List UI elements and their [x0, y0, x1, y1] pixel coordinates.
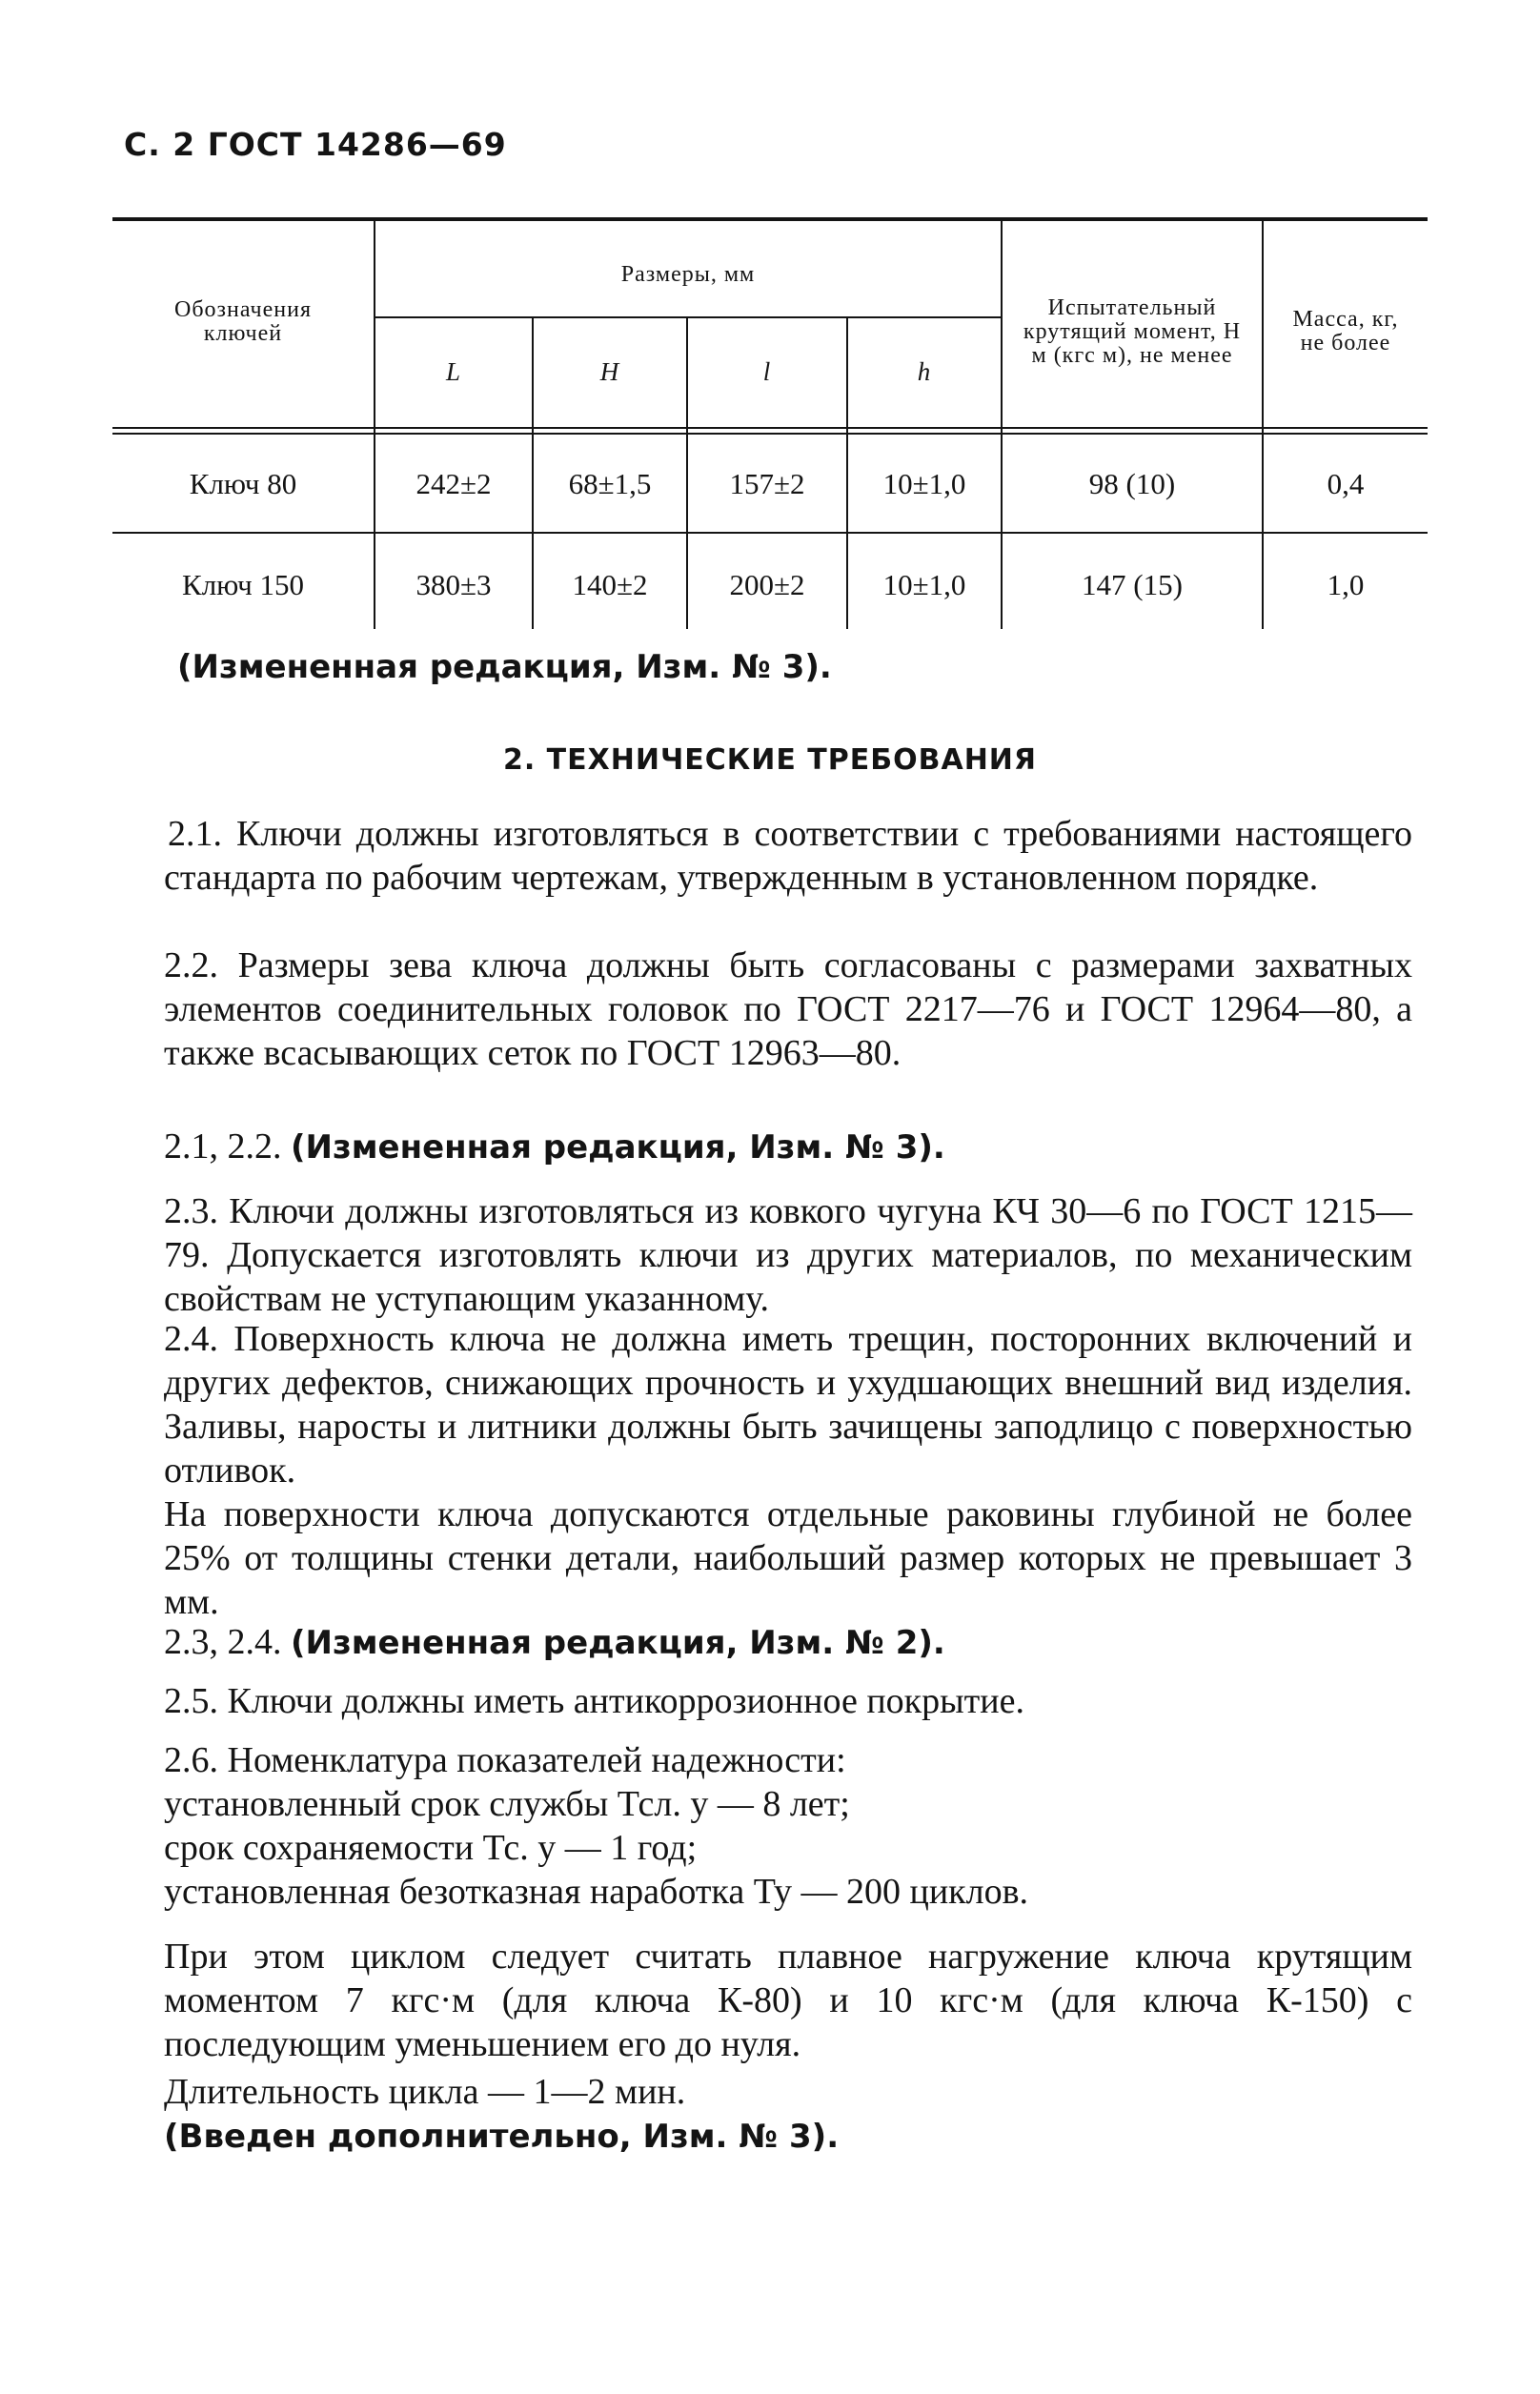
row-1-H: 68±1,5 [568, 467, 652, 500]
reliability-item-storage: срок сохраняемости Тс. у — 1 год; [164, 1828, 698, 1868]
paragraph-2-1: 2.1. Ключи должны изготовляться в соответствии с требованиями настоящего стандарта по рабочим чертежам, утвержденным в установленном порядке. [164, 814, 1412, 898]
paragraph-2-4-continued: На поверхности ключа допускаются отдельные раковины глубиной не более 25% от толщины стенки детали, наибольший размер которых не превышает 3 мм. [164, 1494, 1412, 1622]
section-title: 2. ТЕХНИЧЕСКИЕ ТРЕБОВАНИЯ [502, 743, 1038, 777]
final-amendment-note: (Введен дополнительно, Изм. № 3). [164, 2118, 840, 2156]
row-2-l: 200±2 [729, 568, 805, 601]
header-bottom-rule-1 [112, 427, 1428, 429]
row-2-name: Ключ 150 [182, 568, 304, 601]
page-header: С. 2 ГОСТ 14286—69 [124, 126, 507, 163]
paragraph-2-6: 2.6. Номенклатура показателей надежности: [164, 1740, 846, 1780]
header-col-L: L [445, 356, 462, 386]
row-1-mass: 0,4 [1327, 467, 1365, 500]
paragraph-cycle: При этом циклом следует считать плавное нагружение ключа крутящим моментом 7 кгс·м (для ключа К-80) и 10 кгс·м (для ключа К-150) с последующим уменьшением его до нуля. [164, 1937, 1412, 2064]
row-2-H: 140±2 [572, 568, 648, 601]
row-separator-rule [112, 532, 1428, 534]
row-1-l: 157±2 [729, 467, 805, 500]
row-1-L: 242±2 [415, 467, 492, 500]
header-bottom-rule-2 [112, 433, 1428, 435]
row-2-h: 10±1,0 [882, 568, 966, 601]
header-designation: Обозначения ключей [173, 297, 312, 346]
header-dimensions-group: Размеры, мм [620, 261, 756, 287]
paragraph-2-2: 2.2. Размеры зева ключа должны быть согласованы с размерами захватных элементов соединительных головок по ГОСТ 2217—76 и ГОСТ 12964—80, а также всасывающих сеток по ГОСТ 12963—80. [164, 945, 1412, 1073]
header-mass: Масса, кг, не более [1292, 307, 1399, 355]
paragraph-2-5: 2.5. Ключи должны иметь антикоррозионное покрытие. [164, 1681, 1024, 1721]
table-top-rule [112, 217, 1428, 221]
row-1-h: 10±1,0 [882, 467, 966, 500]
row-2-mass: 1,0 [1327, 568, 1365, 601]
row-1-name: Ключ 80 [189, 467, 297, 500]
reliability-item-service-life: установленный срок службы Тсл. у — 8 лет; [164, 1784, 850, 1824]
amendment-2-3-prefix: 2.3, 2.4. [164, 1622, 282, 1662]
dimensions-table [112, 217, 1428, 629]
paragraph-cycle-duration: Длительность цикла — 1—2 мин. [164, 2072, 686, 2112]
header-col-H: H [599, 356, 620, 386]
row-2-L: 380±3 [415, 568, 492, 601]
header-col-h: h [917, 356, 932, 386]
header-torque: Испытательный крутящий момент, Н м (кгс м), не менее [1023, 294, 1242, 368]
row-1-torque: 98 (10) [1088, 467, 1176, 500]
paragraph-2-3: 2.3. Ключи должны изготовляться из ковкого чугуна КЧ 30—6 по ГОСТ 1215—79. Допускается изготовлять ключи из других материалов, по механическим свойствам не уступающим указанному. [164, 1191, 1412, 1319]
header-col-l: l [762, 356, 772, 386]
reliability-item-failure-free: установленная безотказная наработка Ту — 200 циклов. [164, 1872, 1029, 1912]
dimensions-group-rule [375, 316, 1001, 318]
amendment-2-1-text: (Измененная редакция, Изм. № 3). [291, 1128, 945, 1167]
paragraph-2-4: 2.4. Поверхность ключа не должна иметь трещин, посторонних включений и других дефектов, снижающих прочность и ухудшающих внешний вид изделия. Заливы, наросты и литники должны быть зачищены заподлицо с поверхностью отливок. [164, 1319, 1412, 1491]
amendment-2-3-2-4 [164, 1620, 945, 1665]
row-2-torque: 147 (15) [1082, 568, 1183, 601]
amendment-2-1-2-2 [164, 1125, 945, 1169]
table-amendment-note: (Измененная редакция, Изм. № 3). [177, 648, 832, 686]
amendment-2-1-prefix: 2.1, 2.2. [164, 1126, 282, 1167]
amendment-2-3-text: (Измененная редакция, Изм. № 2). [291, 1624, 945, 1662]
